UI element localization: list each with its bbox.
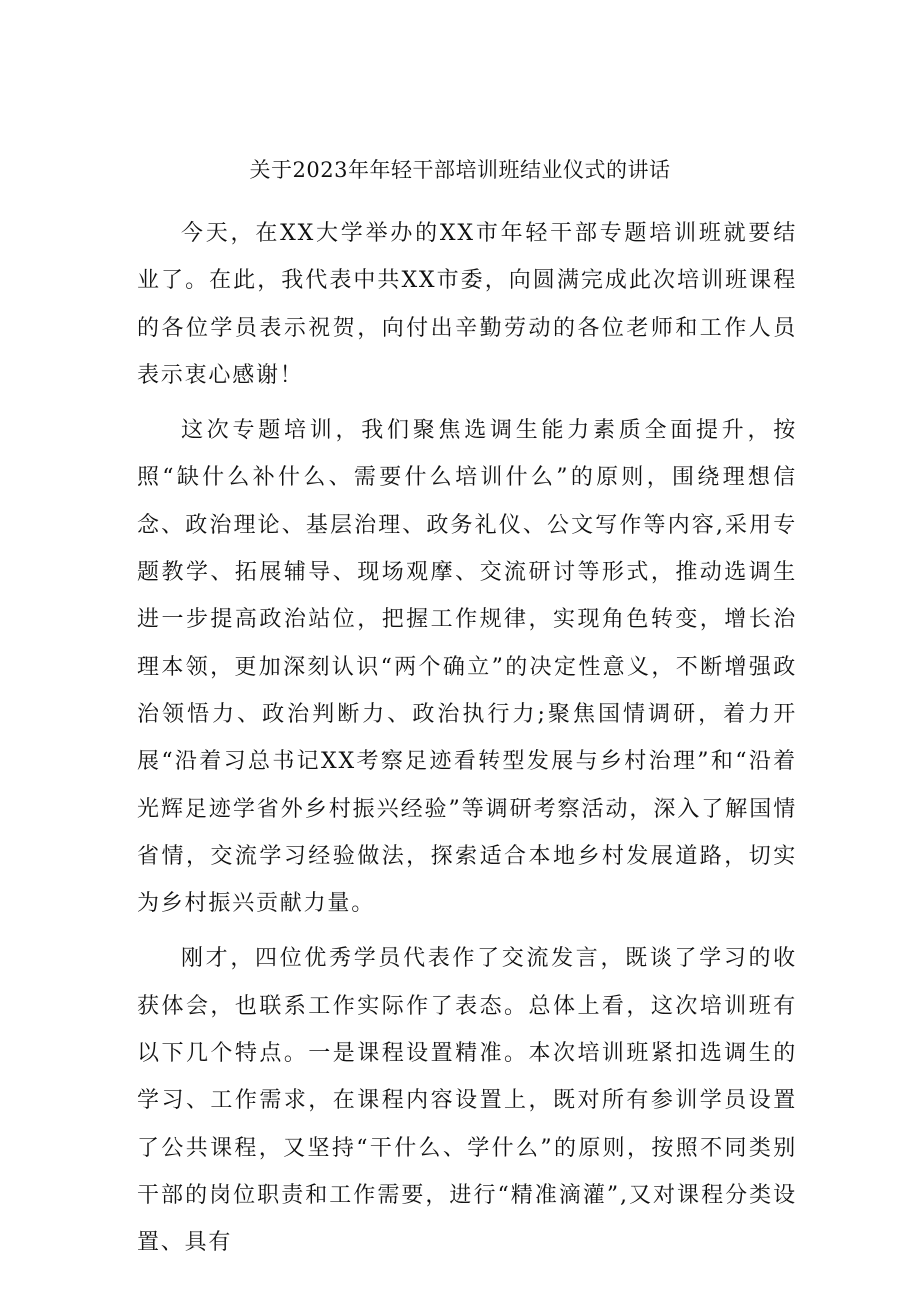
document-body — [137, 210, 797, 1275]
document-title: 关于2023年年轻干部培训班结业仪式的讲话 — [249, 158, 671, 182]
paragraph-3: 刚才，四位优秀学员代表作了交流发言，既谈了学习的收获体会，也联系工作实际作了表态。总体上看，这次培训班有以下几个特点。一是课程设置精准。本次培训班紧扣选调生的学习、工作需求，在课程内容设置上，既对所有参训学员设置了公共课程，又坚持“干什么、学什么”的原则，按照不同类别干部的岗位职责和工作需要，进行“精准滴灌”,又对课程分类设置、具有 — [137, 946, 797, 1256]
paragraph-1: 今天，在XX大学举办的XX市年轻干部专题培训班就要结业了。在此，我代表中共XX市委，向圆满完成此次培训班课程的各位学员表示祝贺，向付出辛勤劳动的各位老师和工作人员表示衷心感谢！ — [137, 221, 797, 388]
paragraph-2: 这次专题培训，我们聚焦选调生能力素质全面提升，按照“缺什么补什么、需要什么培训什么”的原则，围绕理想信念、政治理论、基层治理、政务礼仪、公文写作等内容,采用专题教学、拓展辅导、现场观摩、交流研讨等形式，推动选调生进一步提高政治站位，把握工作规律，实现角色转变，增长治理本领，更加深刻认识“两个确立”的决定性意义，不断增强政治领悟力、政治判断力、政治执行力;聚焦国情调研，着力开展“沿着习总书记XX考察足迹看转型发展与乡村治理”和“沿着光辉足迹学省外乡村振兴经验”等调研考察活动，深入了解国情省情，交流学习经验做法，探索适合本地乡村发展道路，切实为乡村振兴贡献力量。 — [137, 418, 797, 917]
